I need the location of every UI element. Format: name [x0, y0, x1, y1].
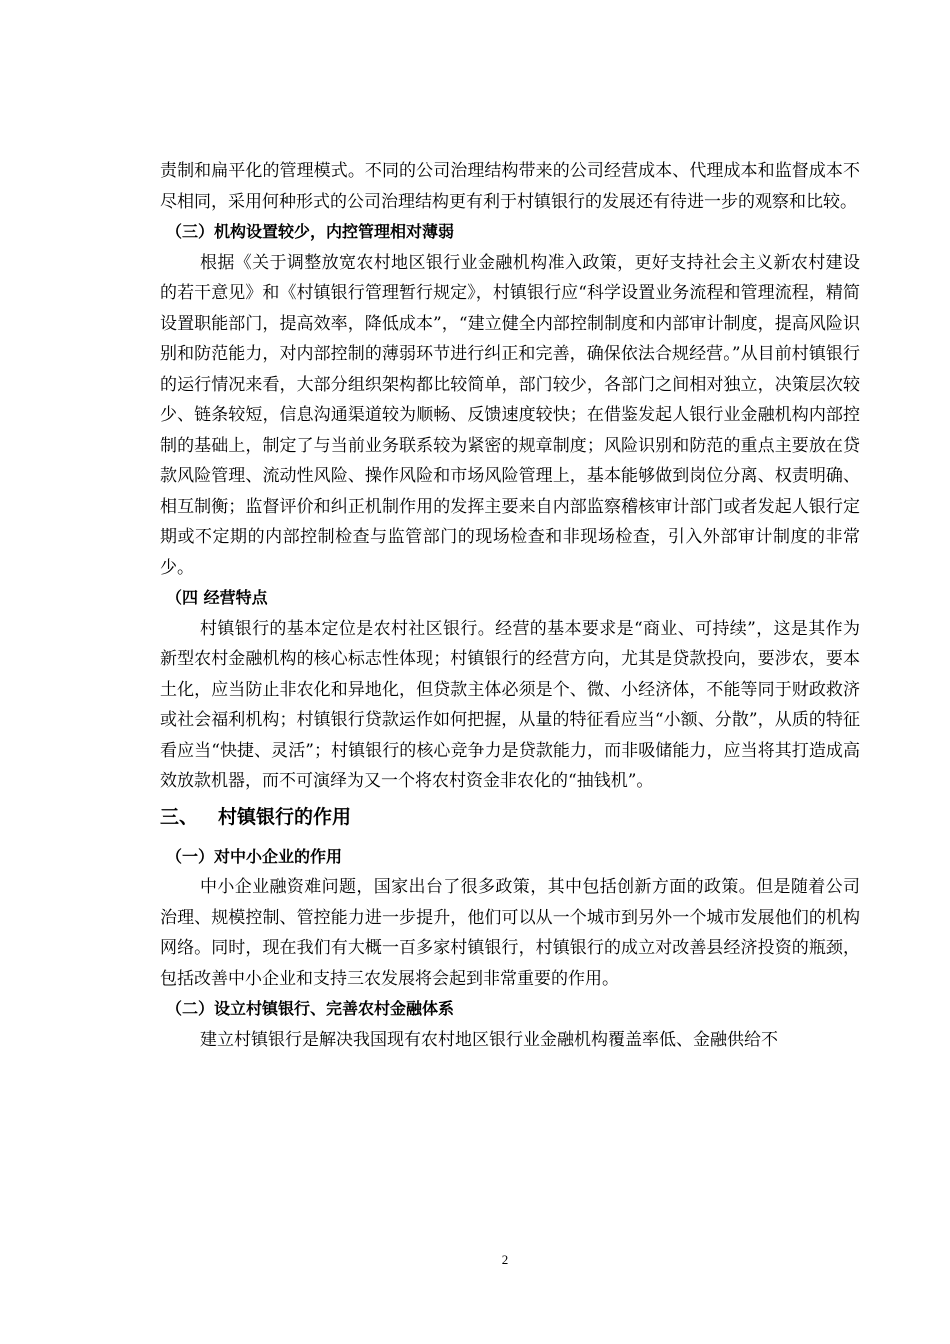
paragraph-internal-control: 根据《关于调整放宽农村地区银行业金融机构准入政策，更好支持社会主义新农村建设的若干意见》和《村镇银行管理暂行规定》，村镇银行应“科学设置业务流程和管理流程，精简设置职能部门，提高效率，降低成本”，“建立健全内部控制制度和内部审计制度，提高风险识别和防范能力，对内部控制的薄弱环节进行纠正和完善，确保依法合规经营。”从目前村镇银行的运行情况来看，大部分组织架构都比较简单，部门较少，各部门之间相对独立，决策层次较少、链条较短，信息沟通渠道较为顺畅、反馈速度较快；在借鉴发起人银行业金融机构内部控制的基础上，制定了与当前业务联系较为紧密的规章制度；风险识别和防范的重点主要放在贷款风险管理、流动性风险、操作风险和市场风险管理上，基本能够做到岗位分离、权责明确、相互制衡；监督评价和纠正机制作用的发挥主要来自内部监察稽核审计部门或者发起人银行定期或不定期的内部控制检查与监管部门的现场检查和非现场检查，引入外部审计制度的非常少。 — [160, 252, 860, 578]
page-content — [160, 156, 860, 1055]
paragraph-sme-financing: 中小企业融资难问题，国家出台了很多政策，其中包括创新方面的政策。但是随着公司治理、规模控制、管控能力进一步提升，他们可以从一个城市到另外一个城市发展他们的机构网络。同时，现在我们有大概一百多家村镇银行，村镇银行的成立对改善县经济投资的瓶颈，包括改善中小企业和支持三农发展将会起到非常重要的作用。 — [160, 877, 860, 989]
section-heading-role — [160, 805, 860, 829]
subheading-sme-role: （一）对中小企业的作用 — [166, 846, 343, 866]
subheading-institution-setup: （三）机构设置较少，内控管理相对薄弱 — [166, 222, 455, 241]
page-number: 2 — [501, 1252, 509, 1267]
subheading-business-features: （四 经营特点 — [166, 588, 268, 607]
section-number: 三、 — [160, 805, 199, 828]
section-title: 村镇银行的作用 — [218, 805, 352, 828]
subheading-rural-finance-system: （二）设立村镇银行、完善农村金融体系 — [166, 999, 455, 1018]
paragraph-rural-finance-intro: 建立村镇银行是解决我国现有农村地区银行业金融机构覆盖率低、金融供给不 — [200, 1029, 778, 1050]
paragraph-governance-continuation: 责制和扁平化的管理模式。不同的公司治理结构带来的公司经营成本、代理成本和监督成本不尽相同，采用何种形式的公司治理结构更有利于村镇银行的发展还有待进一步的观察和比较。 — [160, 161, 860, 212]
paragraph-business-positioning: 村镇银行的基本定位是农村社区银行。经营的基本要求是“商业、可持续”，这是其作为新型农村金融机构的核心标志性体现；村镇银行的经营方向，尤其是贷款投向，要涉农，要本土化，应当防止非农化和异地化，但贷款主体必须是个、微、小经济体，不能等同于财政救济或社会福利机构；村镇银行贷款运作如何把握，从量的特征看应当“小额、分散”，从质的特征看应当“快捷、灵活”；村镇银行的核心竞争力是贷款能力，而非吸储能力，应当将其打造成高效放款机器，而不可演绎为又一个将农村资金非农化的“抽钱机”。 — [160, 618, 860, 791]
